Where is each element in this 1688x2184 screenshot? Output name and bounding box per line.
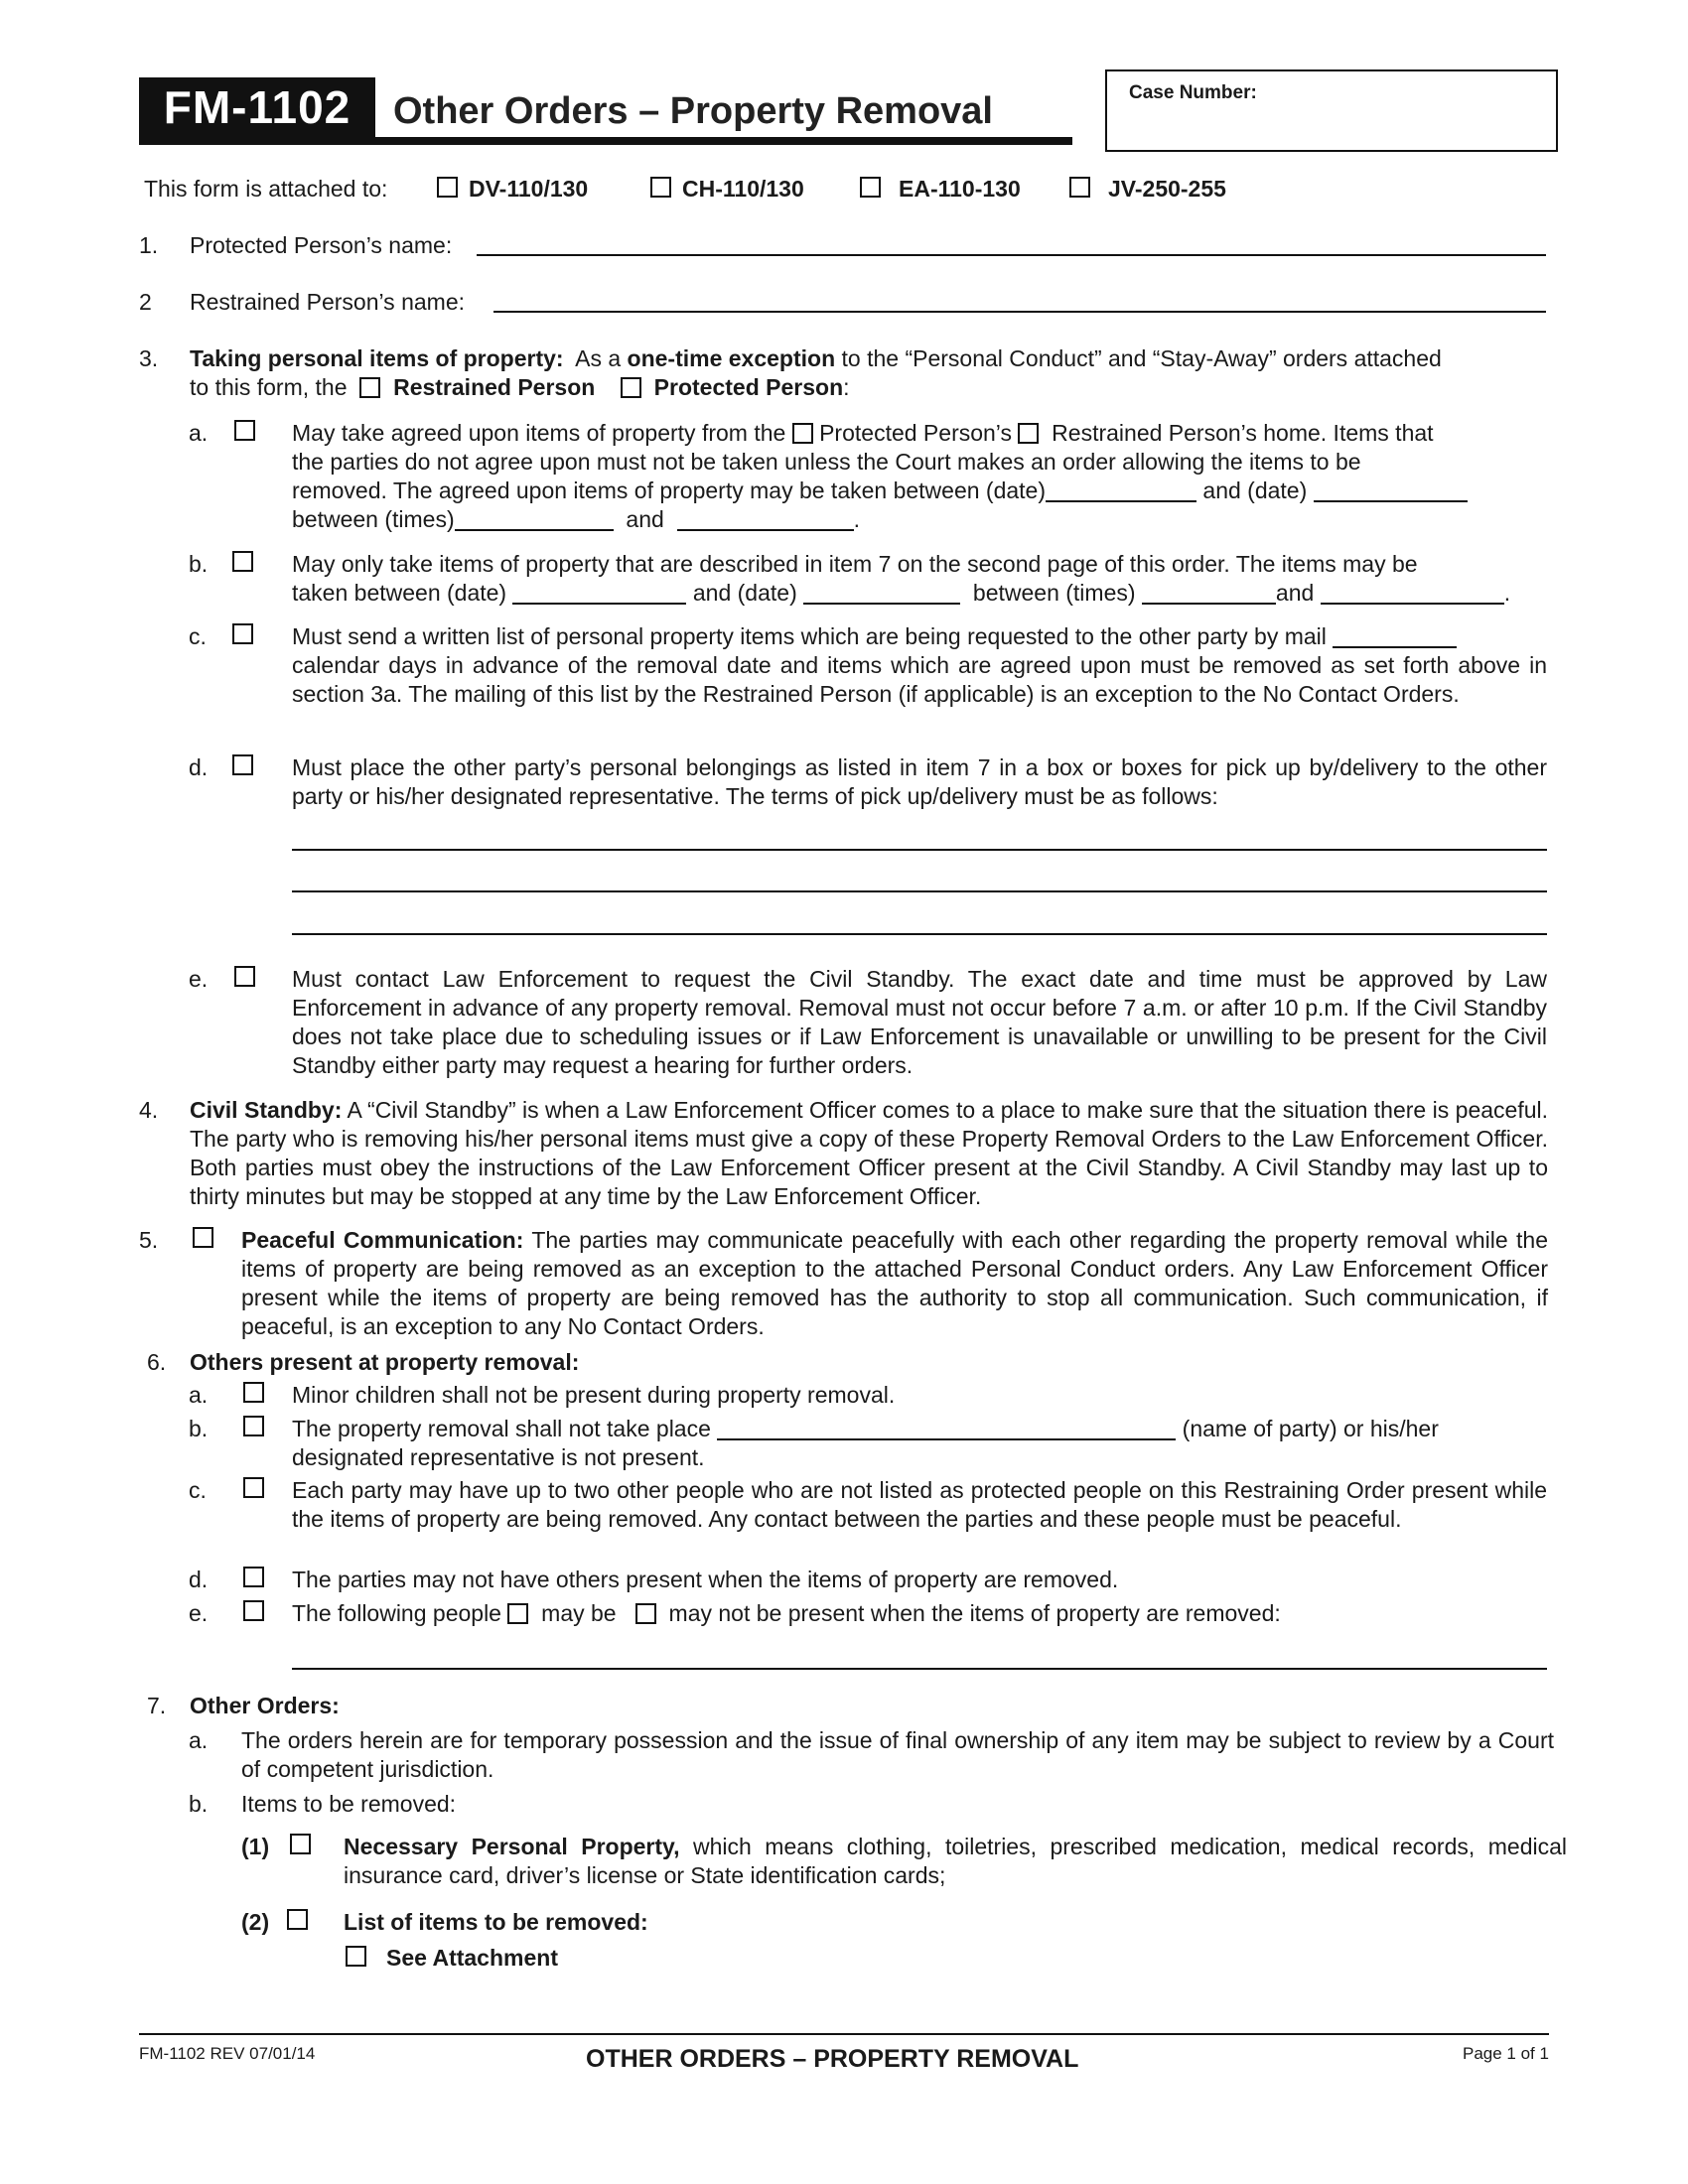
- item7b1-body: Necessary Personal Property, which means clothing, toiletries, prescribed medication, medical records, medical insurance card, driver’s license or State identification cards;: [344, 1834, 1568, 1888]
- item3a-line3: removed. The agreed upon items of property may be taken between (date) and (date): [292, 477, 1468, 505]
- item6e-line: The following people may be may not be present when the items of property are removed:: [292, 1600, 1281, 1626]
- item3b-letter: b.: [189, 551, 209, 577]
- footer-page: Page 1 of 1: [1463, 2044, 1549, 2063]
- checkbox-7b2[interactable]: [287, 1909, 308, 1930]
- checkbox-ea[interactable]: [860, 177, 881, 198]
- item7b2-number: (2): [241, 1909, 270, 1935]
- protected-name-field[interactable]: [477, 254, 1546, 256]
- checkbox-5[interactable]: [193, 1227, 213, 1248]
- restrained-name-field[interactable]: [493, 311, 1546, 313]
- item3a-line2: the parties do not agree upon must not be taken unless the Court makes an order allowing the items to be: [292, 449, 1361, 475]
- item3-line2: to this form, the Restrained Person Protected Person:: [190, 374, 850, 400]
- item6b-letter: b.: [189, 1416, 209, 1441]
- 3a-time-to[interactable]: [677, 507, 854, 531]
- item3c-body: calendar days in advance of the removal date and items which are agreed upon must be removed as set forth above in section 3a. The mailing of this list by the Restrained Person (if applicable) is an exception to the No Contact Orders.: [292, 652, 1547, 707]
- checkbox-6e-may-be[interactable]: [507, 1603, 528, 1624]
- item3d-letter: d.: [189, 754, 209, 780]
- item5-body: Peaceful Communication: The parties may communicate peacefully with each other regarding the property removal while the items of property are being removed as an exception to the attached Personal Conduct orders. Any Law Enforcement Officer present while the items of property are being removed has the authority to stop all communication. Such communication, if peaceful, is an exception to any No Contact Orders.: [241, 1227, 1548, 1339]
- checkbox-dv[interactable]: [437, 177, 458, 198]
- item5-heading: Peaceful Communication:: [241, 1227, 524, 1253]
- checkbox-6e[interactable]: [243, 1600, 264, 1621]
- item6e-letter: e.: [189, 1600, 209, 1626]
- item3-number: 3.: [139, 345, 159, 371]
- restrained-name-label: Restrained Person’s name:: [190, 289, 465, 315]
- item4-number: 4.: [139, 1097, 159, 1123]
- item6-number: 6.: [147, 1349, 167, 1375]
- checkbox-6d[interactable]: [243, 1567, 264, 1587]
- item7a-body: The orders herein are for temporary possession and the issue of final ownership of any item may be subject to review by a Court of competent jurisdiction.: [241, 1727, 1554, 1782]
- checkbox-3c[interactable]: [232, 623, 253, 644]
- checkbox-restrained-person[interactable]: [359, 377, 380, 398]
- item4-body: Civil Standby: A “Civil Standby” is when a Law Enforcement Officer comes to a place to make sure that the situation there is peaceful. The party who is removing his/her personal items must give a copy of these Property Removal Orders to the Law Enforcement Officer. Both parties must obey the instructions of the Law Enforcement Officer present at the Civil Standby. A Civil Standby may last up to thirty minutes but may be stopped at any time by the Law Enforcement Officer.: [190, 1097, 1549, 1209]
- option-ea: EA-110-130: [899, 176, 1021, 202]
- checkbox-3d[interactable]: [232, 754, 253, 775]
- item2-number: 2: [139, 289, 152, 315]
- item6b-line1: The property removal shall not take place (name of party) or his/her: [292, 1416, 1439, 1441]
- item6d-text: The parties may not have others present when the items of property are removed.: [292, 1567, 1119, 1592]
- checkbox-6a[interactable]: [243, 1382, 264, 1403]
- header-rule: [139, 137, 1072, 145]
- item7b2-heading: List of items to be removed:: [344, 1909, 648, 1935]
- footer-rev: FM-1102 REV 07/01/14: [139, 2044, 316, 2063]
- checkbox-6c[interactable]: [243, 1477, 264, 1498]
- checkbox-3a-protected-home[interactable]: [792, 423, 813, 444]
- item7a-letter: a.: [189, 1727, 209, 1753]
- item7-heading: Other Orders:: [190, 1693, 340, 1718]
- option-ch: CH-110/130: [682, 176, 804, 202]
- item3d-body: Must place the other party’s personal belongings as listed in item 7 in a box or boxes for pick up by/delivery to the other party or his/her designated representative. The terms of pick up/delivery must be as follows:: [292, 754, 1547, 809]
- item3b-line2: taken between (date) and (date) between (times) and .: [292, 580, 1511, 606]
- protected-name-label: Protected Person’s name:: [190, 232, 453, 258]
- checkbox-3b[interactable]: [232, 551, 253, 572]
- checkbox-3a-restrained-home[interactable]: [1018, 423, 1039, 444]
- item6a-text: Minor children shall not be present during property removal.: [292, 1382, 896, 1408]
- item3-line1: Taking personal items of property: As a one-time exception to the “Personal Conduct” and “Stay-Away” orders attached: [190, 345, 1442, 371]
- 3c-days-field[interactable]: [1333, 624, 1457, 648]
- item3e-body: Must contact Law Enforcement to request the Civil Standby. The exact date and time must be approved by Law Enforcement in advance of any property removal. Removal must not occur before 7 a.m. or after 10 p.m. If the Civil Standby does not take place due to scheduling issues or if Law Enforcement is unavailable or unwilling to be present for the Civil Standby either party may request a hearing for further orders.: [292, 966, 1547, 1078]
- 3b-time-to[interactable]: [1321, 581, 1504, 605]
- 3b-date-to[interactable]: [803, 581, 960, 605]
- attached-label: This form is attached to:: [144, 176, 388, 202]
- form-code: FM-1102: [163, 81, 352, 133]
- checkbox-3e[interactable]: [234, 966, 255, 987]
- checkbox-6b[interactable]: [243, 1416, 264, 1436]
- footer-rule: [139, 2033, 1549, 2035]
- checkbox-see-attachment[interactable]: [346, 1946, 366, 1967]
- 3d-terms-line-3[interactable]: [292, 933, 1547, 935]
- checkbox-ch[interactable]: [650, 177, 671, 198]
- 3a-date-to[interactable]: [1314, 478, 1468, 502]
- 6b-party-name-field[interactable]: [717, 1417, 1176, 1440]
- case-number-label: Case Number:: [1129, 82, 1257, 103]
- item6-heading: Others present at property removal:: [190, 1349, 580, 1375]
- item7b-label: Items to be removed:: [241, 1791, 457, 1817]
- item6b-line2: designated representative is not present.: [292, 1444, 705, 1470]
- item3c-letter: c.: [189, 623, 207, 649]
- item3a-letter: a.: [189, 420, 209, 446]
- item3b-line1: May only take items of property that are described in item 7 on the second page of this order. The items may be: [292, 551, 1418, 577]
- checkbox-protected-person[interactable]: [621, 377, 641, 398]
- item4-heading: Civil Standby:: [190, 1097, 343, 1123]
- item3a-line1: May take agreed upon items of property from the Protected Person’s Restrained Person’s home. Items that: [292, 420, 1434, 446]
- footer-title: OTHER ORDERS – PROPERTY REMOVAL: [586, 2045, 1079, 2073]
- item3-heading: Taking personal items of property:: [190, 345, 564, 371]
- option-jv: JV-250-255: [1108, 176, 1226, 202]
- item7-number: 7.: [147, 1693, 167, 1718]
- 3d-terms-line-1[interactable]: [292, 849, 1547, 851]
- item7b-letter: b.: [189, 1791, 209, 1817]
- item6c-letter: c.: [189, 1477, 207, 1503]
- item6c-body: Each party may have up to two other people who are not listed as protected people on this Restraining Order present while the items of property are being removed. Any contact between the parties and these people must be peaceful.: [292, 1477, 1547, 1532]
- 3d-terms-line-2[interactable]: [292, 890, 1547, 892]
- 3a-date-from[interactable]: [1046, 478, 1196, 502]
- item7b1-number: (1): [241, 1834, 270, 1859]
- page-title: Other Orders – Property Removal: [393, 90, 993, 132]
- item1-number: 1.: [139, 232, 159, 258]
- 3a-time-from[interactable]: [455, 507, 614, 531]
- option-dv: DV-110/130: [469, 176, 589, 202]
- item3a-line4: between (times) and .: [292, 506, 860, 532]
- checkbox-jv[interactable]: [1069, 177, 1090, 198]
- 3b-date-from[interactable]: [512, 581, 686, 605]
- checkbox-7b1[interactable]: [290, 1834, 311, 1854]
- checkbox-3a[interactable]: [234, 420, 255, 441]
- item6d-letter: d.: [189, 1567, 209, 1592]
- item3e-letter: e.: [189, 966, 209, 992]
- see-attachment-label: See Attachment: [386, 1945, 558, 1971]
- item3c-line1: Must send a written list of personal property items which are being requested to the other party by mail: [292, 622, 1457, 651]
- item5-number: 5.: [139, 1227, 159, 1253]
- 6e-people-line[interactable]: [292, 1668, 1547, 1670]
- 3b-time-from[interactable]: [1142, 581, 1276, 605]
- checkbox-6e-may-not-be[interactable]: [635, 1603, 656, 1624]
- item6a-letter: a.: [189, 1382, 209, 1408]
